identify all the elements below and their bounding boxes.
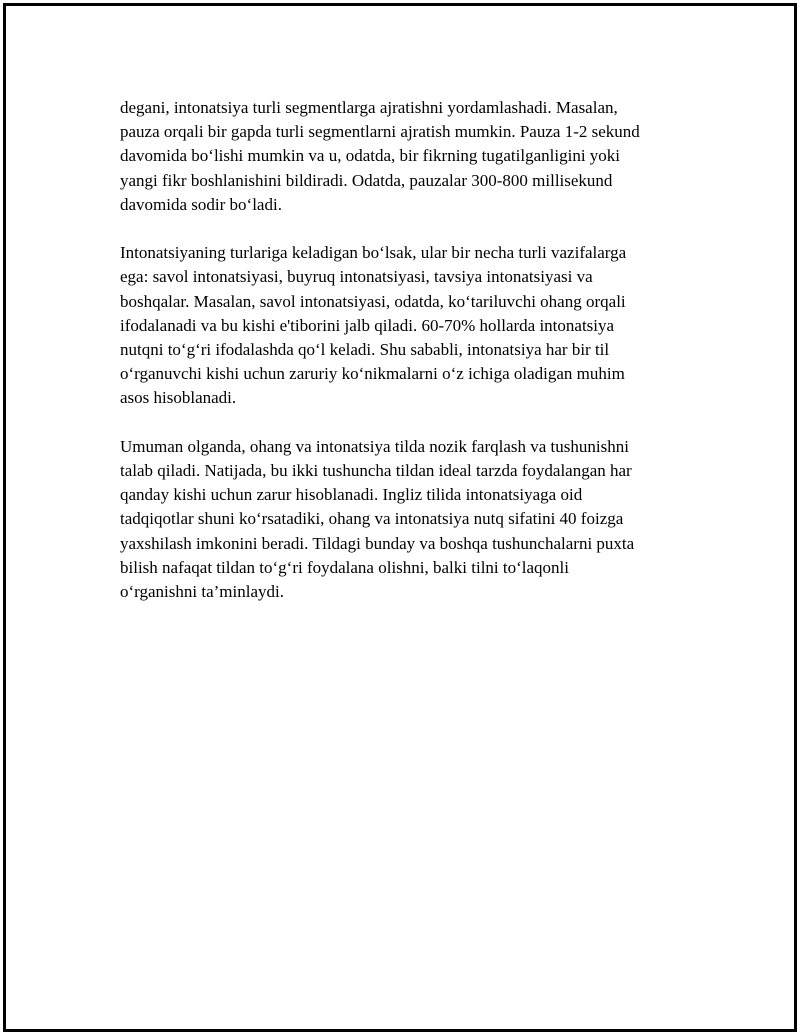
paragraph-line: Intonatsiyaning turlariga keladigan bo‘lsak, ular bir necha turli vazifalarga <box>120 243 627 263</box>
paragraph-line: Umuman olganda, ohang va intonatsiya tilda nozik farqlash va tushunishni <box>120 436 629 456</box>
paragraph-line: asos hisoblanadi. <box>120 388 237 408</box>
paragraph-1 <box>120 96 700 217</box>
paragraph-3 <box>120 435 700 604</box>
paragraph-line: talab qiladi. Natijada, bu ikki tushuncha tildan ideal tarzda foydalangan har <box>120 461 632 481</box>
paragraph-line: nutqni to‘g‘ri ifodalashda qo‘l keladi. Shu sababli, intonatsiya har bir til <box>120 340 610 360</box>
paragraph-2 <box>120 241 700 410</box>
paragraph-line: davomida sodir bo‘ladi. <box>120 194 282 214</box>
document-body <box>120 96 700 628</box>
paragraph-line: tadqiqotlar shuni ko‘rsatadiki, ohang va intonatsiya nutq sifatini 40 foizga <box>120 509 624 529</box>
paragraph-line: yangi fikr boshlanishini bildiradi. Odatda, pauzalar 300-800 millisekund <box>120 170 613 190</box>
paragraph-line: bilish nafaqat tildan to‘g‘ri foydalana olishni, balki tilni to‘laqonli <box>120 557 569 577</box>
paragraph-line: davomida bo‘lishi mumkin va u, odatda, bir fikrning tugatilganligini yoki <box>120 146 621 166</box>
page-frame <box>3 3 797 1032</box>
paragraph-line: ifodalanadi va bu kishi e'tiborini jalb qiladi. 60-70% hollarda intonatsiya <box>120 315 615 335</box>
paragraph-line: qanday kishi uchun zarur hisoblanadi. Ingliz tilida intonatsiyaga oid <box>120 485 583 505</box>
paragraph-line: pauza orqali bir gapda turli segmentlarni ajratish mumkin. Pauza 1-2 sekund <box>120 122 640 142</box>
paragraph-line: ega: savol intonatsiyasi, buyruq intonatsiyasi, tavsiya intonatsiyasi va <box>120 267 593 287</box>
paragraph-line: o‘rganishni ta’minlaydi. <box>120 582 284 602</box>
paragraph-line: degani, intonatsiya turli segmentlarga ajratishni yordamlashadi. Masalan, <box>120 98 618 117</box>
paragraph-line: o‘rganuvchi kishi uchun zaruriy ko‘nikmalarni o‘z ichiga oladigan muhim <box>120 364 625 384</box>
paragraph-line: boshqalar. Masalan, savol intonatsiyasi, odatda, ko‘tariluvchi ohang orqali <box>120 291 626 311</box>
paragraph-line: yaxshilash imkonini beradi. Tildagi bunday va boshqa tushunchalarni puxta <box>120 533 635 553</box>
